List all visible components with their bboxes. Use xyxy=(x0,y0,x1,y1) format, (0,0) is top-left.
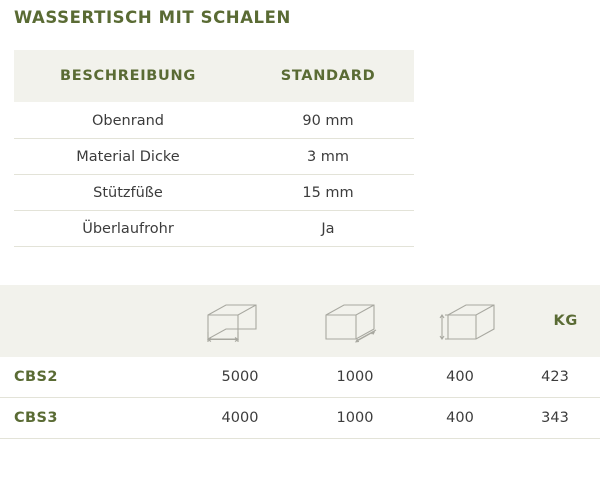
table-row xyxy=(14,211,414,247)
spec-description: Material Dicke xyxy=(14,139,242,175)
model-height: 400 xyxy=(410,398,510,439)
table-row xyxy=(0,357,600,398)
dimension-table-header xyxy=(0,285,600,357)
model-length: 5000 xyxy=(180,357,300,398)
specification-table xyxy=(14,50,414,247)
spec-standard: 3 mm xyxy=(242,139,414,175)
spec-description: Überlaufrohr xyxy=(14,211,242,247)
box-length-icon xyxy=(200,299,266,345)
spec-header-description: BESCHREIBUNG xyxy=(14,50,242,103)
spec-standard: 90 mm xyxy=(242,103,414,139)
table-row xyxy=(14,175,414,211)
dimension-section xyxy=(0,285,600,439)
table-row xyxy=(0,398,600,439)
dimension-table-body xyxy=(0,357,600,439)
model-name: CBS2 xyxy=(0,357,180,398)
spec-standard: 15 mm xyxy=(242,175,414,211)
table-row xyxy=(14,139,414,175)
table-row xyxy=(14,103,414,139)
spec-description: Stützfüße xyxy=(14,175,242,211)
model-height: 400 xyxy=(410,357,510,398)
spec-table-header xyxy=(14,50,414,103)
spec-standard: Ja xyxy=(242,211,414,247)
spec-description: Obenrand xyxy=(14,103,242,139)
model-name: CBS3 xyxy=(0,398,180,439)
spec-table-body xyxy=(14,103,414,247)
model-weight: 423 xyxy=(510,357,600,398)
dimension-table xyxy=(0,357,600,439)
dimension-header-weight: KG xyxy=(553,313,578,329)
spec-header-row xyxy=(14,50,414,103)
model-width: 1000 xyxy=(300,398,410,439)
spec-header-standard: STANDARD xyxy=(242,50,414,103)
model-length: 4000 xyxy=(180,398,300,439)
model-weight: 343 xyxy=(510,398,600,439)
page-title: WASSERTISCH MIT SCHALEN xyxy=(14,8,291,27)
box-width-icon xyxy=(318,299,384,345)
box-height-icon xyxy=(432,299,498,345)
model-width: 1000 xyxy=(300,357,410,398)
